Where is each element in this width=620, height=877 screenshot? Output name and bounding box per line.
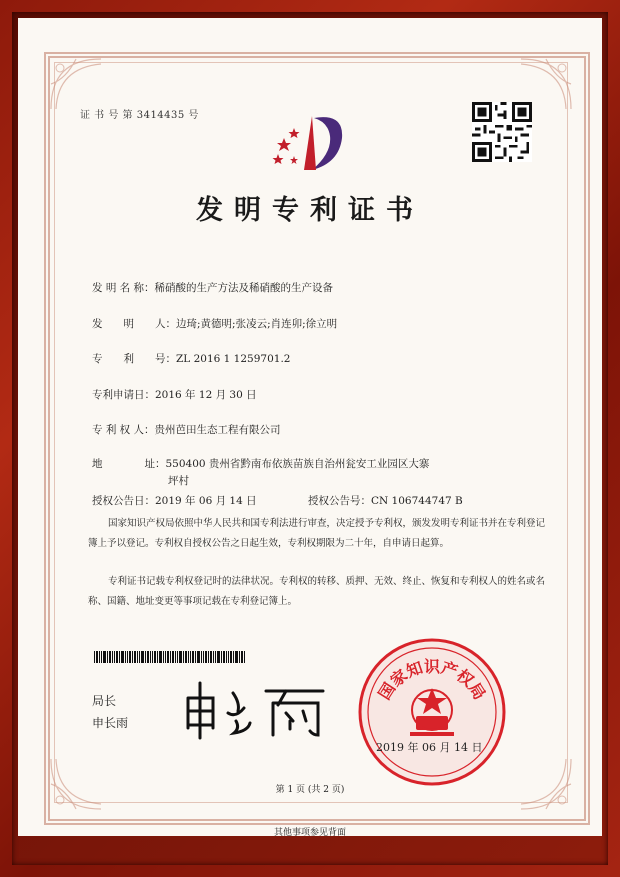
field-filing-date <box>92 387 257 402</box>
legal-paragraph-2: 专利证书记载专利权登记时的法律状况。专利权的转移、质押、无效、终止、恢复和专利权人的姓名或名称、国籍、地址变更等事项记载在专利登记簿上。 <box>88 576 546 607</box>
field-label: 发 明 人： <box>92 318 176 330</box>
handwritten-signature <box>178 673 328 743</box>
footer-note: 其他事项参见背面 <box>273 828 346 838</box>
legal-paragraph-1: 国家知识产权局依照中华人民共和国专利法进行审查，决定授予专利权，颁发发明专利证书并在专利登记簿上予以登记。专利权自授权公告之日起生效，专利权期限为二十年，自申请日起算。 <box>88 518 546 549</box>
director-name: 申长雨 <box>92 716 129 730</box>
field-address <box>92 456 429 471</box>
field-label: 专 利 权 人： <box>92 424 155 436</box>
field-label: 发 明 名 称： <box>92 282 155 294</box>
field-value: 稀硝酸的生产方法及稀硝酸的生产设备 <box>154 282 334 294</box>
field-value: 边琦;黄德明;张凌云;肖连卯;徐立明 <box>176 318 338 330</box>
official-seal <box>356 636 508 788</box>
field-inventor <box>92 316 337 331</box>
field-grant-date <box>92 493 257 508</box>
page-number: 第 1 页 (共 2 页) <box>275 785 345 795</box>
field-label: 授权公告日： <box>92 495 155 507</box>
field-patentee <box>92 422 281 437</box>
seal-date: 2019 年 06 月 14 日 <box>376 741 483 754</box>
field-address-line2: 坪村 <box>168 475 189 487</box>
field-label: 地 址： <box>92 458 166 470</box>
corner-ornament-icon <box>46 54 106 114</box>
field-patent-no <box>92 351 290 366</box>
field-invention-name <box>92 280 333 295</box>
field-label: 授权公告号： <box>308 495 371 507</box>
field-value: 2016 年 12 月 30 日 <box>155 389 257 401</box>
field-label: 专利申请日： <box>92 389 155 401</box>
barcode-icon <box>94 648 246 660</box>
seal-text: 国家知识产权局 <box>374 657 490 704</box>
certificate-title: 发明专利证书 <box>196 195 424 226</box>
field-label: 专 利 号： <box>92 353 176 365</box>
field-value: CN 106744747 B <box>371 495 463 507</box>
cnipa-logo-icon <box>264 108 354 178</box>
qr-code-icon <box>472 102 532 162</box>
certificate-paper <box>18 18 602 836</box>
field-grant-no <box>308 493 463 508</box>
director-title: 局长 <box>92 694 117 708</box>
certificate-number: 证 书 号 第 3414435 号 <box>80 110 199 121</box>
field-value: 2019 年 06 月 14 日 <box>155 495 257 507</box>
field-value: ZL 2016 1 1259701.2 <box>176 353 291 365</box>
field-value: 贵州芭田生态工程有限公司 <box>154 424 281 436</box>
field-value: 550400 贵州省黔南布依族苗族自治州瓮安工业园区大寨 <box>165 458 430 470</box>
